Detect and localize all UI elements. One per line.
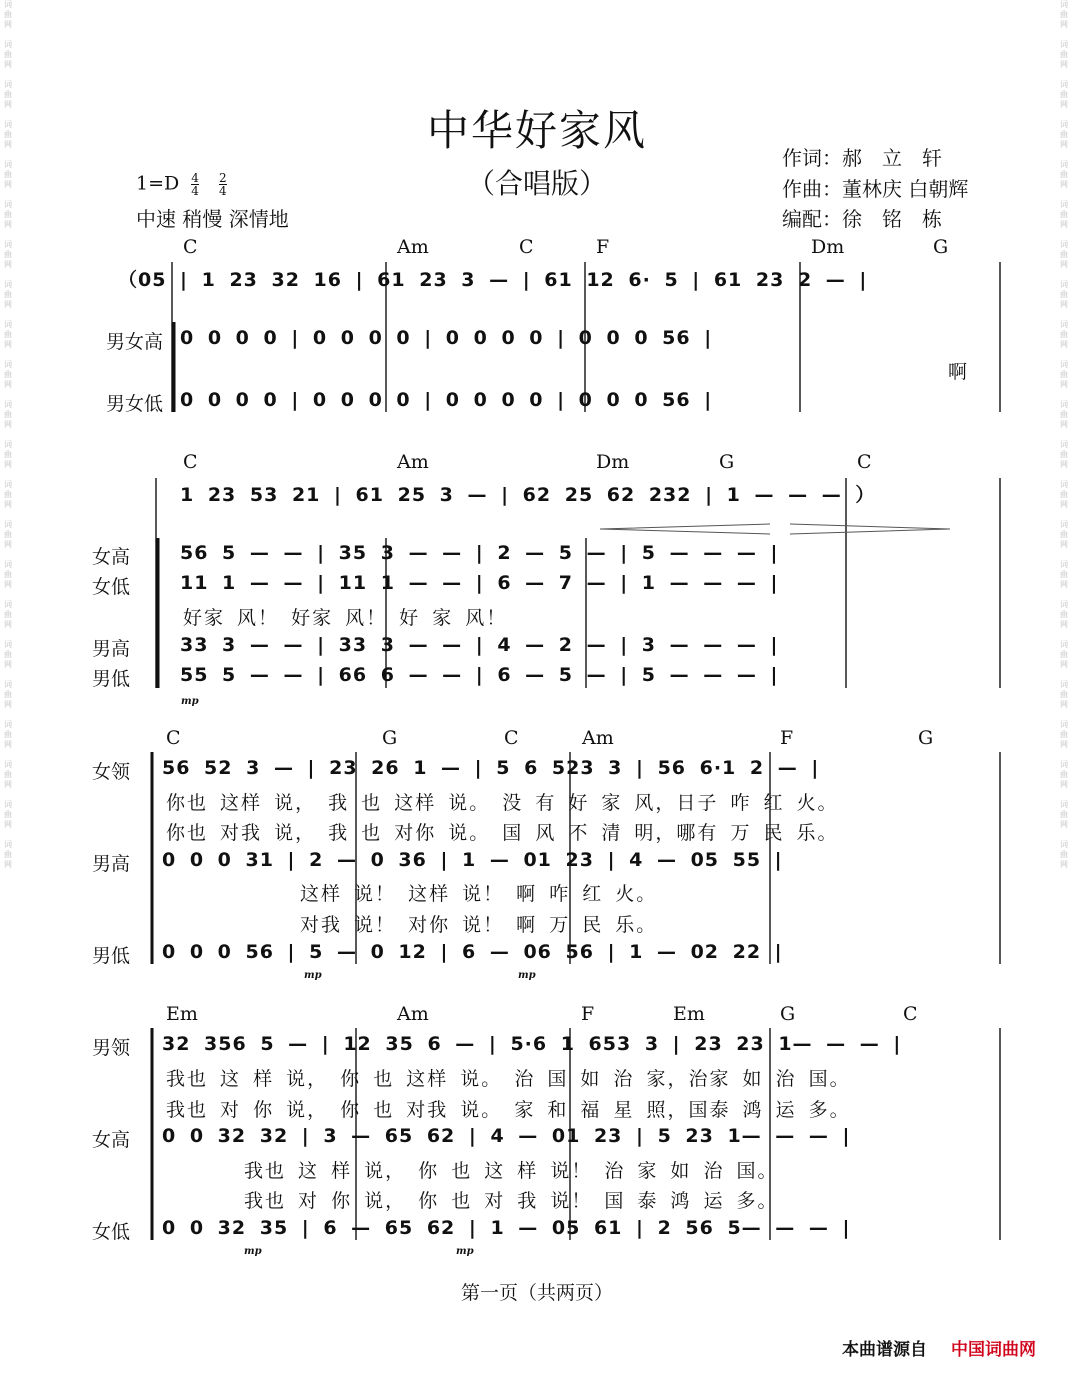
part-label: 男领 <box>92 1037 131 1059</box>
tenor-line: 0 0 0 31 | 2 — 0 36 | 1 — 01 23 | 4 — 05 55 | <box>162 849 783 871</box>
lyric-line: 对我 说！ 对你 说！ 啊 万 民 乐。 <box>300 914 658 936</box>
tenor-line: 33 3 — — | 33 3 — — | 4 — 2 — | 3 — — — | <box>180 634 779 656</box>
lyric-line: 我也 对 你 说， 你 也 对 我 说！ 国 泰 鸿 运 多。 <box>244 1190 779 1212</box>
chord-symbol: Dm <box>596 451 630 473</box>
melody-line: （05 | 1 23 32 16 | 61 23 3 — | 61 12 6· 5 | 61 23 2 — | <box>118 269 868 291</box>
lyric-line: 好家 风！ 好家 风！ 好 家 风！ <box>183 607 508 629</box>
part-label: 女低 <box>92 576 131 598</box>
chord-symbol: C <box>504 727 519 749</box>
part-label: 女领 <box>92 761 131 783</box>
chord-symbol: G <box>918 727 934 749</box>
chord-symbol: C <box>166 727 181 749</box>
lyric-line: 这样 说！ 这样 说！ 啊 咋 红 火。 <box>300 883 658 905</box>
dynamic-mark: mp <box>304 970 322 981</box>
lyric-line: 啊 <box>948 361 970 383</box>
time-signature-1: $\frac{4}{4}$ <box>191 171 199 198</box>
bass-line: 55 5 — — | 66 6 — — | 6 — 5 — | 5 — — — | <box>180 664 779 686</box>
lyric-line: 你也 对我 说， 我 也 对你 说。 国 风 不 清 明，哪有 万 民 乐。 <box>166 822 839 844</box>
alto-line: 0 0 32 35 | 6 — 65 62 | 1 — 05 61 | 2 56 5— — — | <box>162 1217 851 1239</box>
part-label: 男女低 <box>106 393 164 415</box>
song-subtitle: （合唱版） <box>466 167 607 200</box>
part-label: 男低 <box>92 668 131 690</box>
watermark-left: 词曲网 词曲网 词曲网 词曲网 词曲网 词曲网 词曲网 词曲网 词曲网 词曲网 词曲网 词曲网 词曲网 词曲网 词曲网 词曲网 词曲网 词曲网 词曲网 词曲网 词曲网 词曲网 <box>4 0 12 869</box>
lower-voice-line: 0 0 0 0 | 0 0 0 0 | 0 0 0 0 | 0 0 0 56 | <box>180 389 713 411</box>
chord-symbol: Dm <box>811 236 845 258</box>
time-signature-2: $\frac{2}{4}$ <box>218 171 227 198</box>
chord-symbol: Am <box>397 236 429 258</box>
chord-symbol: C <box>183 236 198 258</box>
melody-line: 1 23 53 21 | 61 25 3 — | 62 25 62 232 | 1 — — — ） <box>180 484 876 506</box>
lyric-line: 我也 对 你 说， 你 也 对我 说。 家 和 福 星 照，国泰 鸿 运 多。 <box>166 1099 851 1121</box>
dynamic-mark: mp <box>456 1246 474 1257</box>
soprano-line: 0 0 32 32 | 3 — 65 62 | 4 — 01 23 | 5 23 1— — — | <box>162 1125 851 1147</box>
chord-symbol: Em <box>673 1003 705 1025</box>
part-label: 女低 <box>92 1221 131 1243</box>
chord-symbol: C <box>903 1003 918 1025</box>
chord-symbol: Am <box>397 1003 429 1025</box>
dynamic-mark: mp <box>518 970 536 981</box>
chord-symbol: Am <box>582 727 614 749</box>
chord-symbol: F <box>596 236 610 258</box>
lyricist-credit: 作词：郝 立 轩 <box>782 146 942 170</box>
chord-symbol: F <box>780 727 794 749</box>
chord-symbol: G <box>382 727 398 749</box>
part-label: 男女高 <box>106 331 164 353</box>
arranger-credit: 编配：徐 铭 栋 <box>782 207 942 231</box>
composer-credit: 作曲：董林庆 白朝辉 <box>782 177 969 201</box>
source-brand-link[interactable]: 中国词曲网 <box>951 1340 1036 1360</box>
chord-symbol: G <box>780 1003 796 1025</box>
soprano-line: 56 5 — — | 35 3 — — | 2 — 5 — | 5 — — — | <box>180 542 779 564</box>
alto-line: 11 1 — — | 11 1 — — | 6 — 7 — | 1 — — — | <box>180 572 779 594</box>
part-label: 男低 <box>92 945 131 967</box>
dynamic-mark: mp <box>181 696 199 707</box>
part-label: 女高 <box>92 546 131 568</box>
chord-symbol: C <box>183 451 198 473</box>
watermark-right: 词曲网 词曲网 词曲网 词曲网 词曲网 词曲网 词曲网 词曲网 词曲网 词曲网 词曲网 词曲网 词曲网 词曲网 词曲网 词曲网 词曲网 词曲网 词曲网 词曲网 词曲网 词曲网 <box>1060 0 1068 869</box>
chord-symbol: Em <box>166 1003 198 1025</box>
lyric-line: 我也 这 样 说， 你 也 这样 说。 治 国 如 治 家，治家 如 治 国。 <box>166 1068 851 1090</box>
chord-symbol: G <box>719 451 735 473</box>
part-label: 男高 <box>92 638 131 660</box>
chord-symbol: C <box>519 236 534 258</box>
dynamic-mark: mp <box>244 1246 262 1257</box>
tempo-marking: 中速 稍慢 深情地 <box>136 207 289 231</box>
song-title: 中华好家风 <box>426 106 647 155</box>
lyric-line: 我也 这 样 说， 你 也 这 样 说！ 治 家 如 治 国。 <box>244 1160 779 1182</box>
upper-voice-line: 0 0 0 0 | 0 0 0 0 | 0 0 0 0 | 0 0 0 56 | <box>180 327 713 349</box>
chord-symbol: C <box>857 451 872 473</box>
bass-line: 0 0 0 56 | 5 — 0 12 | 6 — 06 56 | 1 — 02 22 | <box>162 941 783 963</box>
chord-symbol: F <box>581 1003 595 1025</box>
chord-symbol: Am <box>397 451 429 473</box>
key-label: 1=D <box>136 172 180 195</box>
source-label: 本曲谱源自 <box>842 1340 927 1360</box>
part-label: 男高 <box>92 853 131 875</box>
part-label: 女高 <box>92 1129 131 1151</box>
lyric-line: 你也 这样 说， 我 也 这样 说。 没 有 好 家 风，日子 咋 红 火。 <box>166 792 839 814</box>
chord-symbol: G <box>933 236 949 258</box>
lead-line: 56 52 3 — | 23 26 1 — | 5 6 523 3 | 56 6·1 2 — | <box>162 757 820 779</box>
lead-line: 32 356 5 — | 12 35 6 — | 5·6 1 653 3 | 23 23 1— — — | <box>162 1033 902 1055</box>
page-footer: 第一页（共两页） <box>460 1282 613 1304</box>
